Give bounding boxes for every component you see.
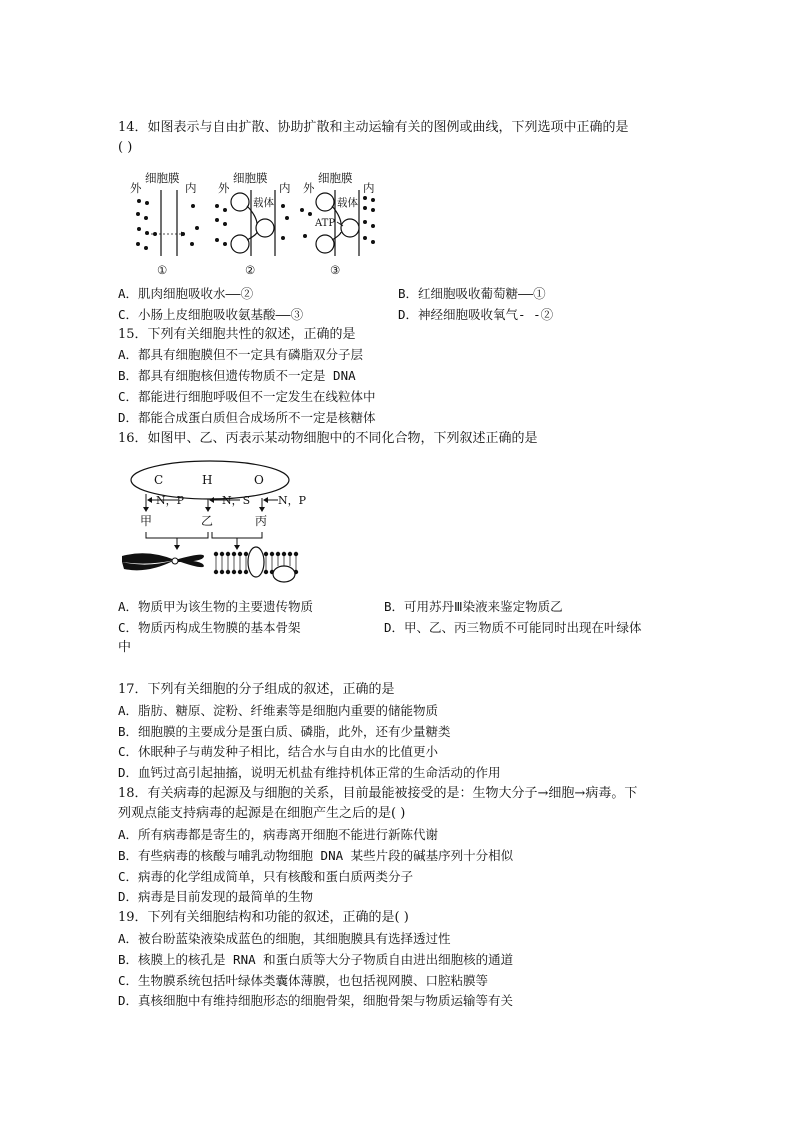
q16-label-bing: 丙 xyxy=(255,514,268,528)
q14-fig2-molecules xyxy=(215,204,289,246)
q14-fig2-number: ② xyxy=(245,263,256,277)
q15-option-c[interactable]: C．都能进行细胞呼吸但不一定发生在线粒体中 xyxy=(118,389,376,404)
q14-fig1-molecules xyxy=(136,199,199,250)
q16-option-d[interactable]: D．甲、乙、丙三物质不可能同时出现在叶绿体 xyxy=(384,620,642,635)
q14-fig2-membrane-label: 细胞膜 xyxy=(233,171,268,185)
q14-option-a[interactable]: A．肌肉细胞吸收水——② xyxy=(118,286,254,301)
q14-fig1-inside-label: 内 xyxy=(185,181,197,195)
q18-option-a[interactable]: A．所有病毒都是寄生的，病毒离开细胞不能进行新陈代谢 xyxy=(118,827,439,842)
q14-fig3-outside-label: 外 xyxy=(303,181,315,195)
q16-element-o: O xyxy=(254,473,264,487)
q16-label-yi: 乙 xyxy=(201,514,214,528)
q16-chromosome-icon xyxy=(122,553,204,570)
q14-fig1-outside-label: 外 xyxy=(130,181,142,195)
q14-fig2-inside-label: 内 xyxy=(279,181,291,195)
q17-option-a[interactable]: A．脂肪、糖原、淀粉、纤维素等是细胞内重要的储能物质 xyxy=(118,703,439,718)
q18-option-c[interactable]: C．病毒的化学组成简单，只有核酸和蛋白质两类分子 xyxy=(118,869,414,884)
q15-stem: 15．下列有关细胞共性的叙述，正确的是 xyxy=(118,327,356,342)
q19-option-d[interactable]: D．真核细胞中有维持细胞形态的细胞骨架，细胞骨架与物质运输等有关 xyxy=(118,993,514,1008)
q16-option-b[interactable]: B．可用苏丹Ⅲ染液来鉴定物质乙 xyxy=(384,599,563,614)
q16-label-np-1: N，P xyxy=(156,494,185,507)
q14-fig3-number: ③ xyxy=(330,263,341,277)
q17-option-c[interactable]: C．休眠种子与萌发种子相比，结合水与自由水的比值更小 xyxy=(118,744,439,759)
q16-element-c: C xyxy=(154,473,164,487)
q16-element-h: H xyxy=(202,473,213,487)
q14-fig1-number: ① xyxy=(157,263,168,277)
q14-fig2-outside-label: 外 xyxy=(218,181,230,195)
q15-option-a[interactable]: A．都具有细胞膜但不一定具有磷脂双分子层 xyxy=(118,347,364,362)
q14-stem-line1: 14．如图表示与自由扩散、协助扩散和主动运输有关的图例或曲线，下列选项中正确的是 xyxy=(118,120,629,135)
q14-option-b[interactable]: B．红细胞吸收葡萄糖——① xyxy=(398,286,546,301)
q14-option-d[interactable]: D．神经细胞吸收氧气- -② xyxy=(398,307,554,322)
q16-option-a[interactable]: A．物质甲为该生物的主要遗传物质 xyxy=(118,599,314,614)
q18-option-d[interactable]: D．病毒是目前发现的最简单的生物 xyxy=(118,889,314,904)
q14-fig3-carrier-label: 载体 xyxy=(337,197,358,209)
q16-compound-figure xyxy=(118,456,318,586)
q17-option-d[interactable]: D．血钙过高引起抽搐，说明无机盐有维持机体正常的生命活动的作用 xyxy=(118,765,501,780)
q16-option-c[interactable]: C．物质丙构成生物膜的基本骨架 xyxy=(118,620,301,635)
q14-fig1-membrane-label: 细胞膜 xyxy=(145,171,180,185)
q14-transport-figure xyxy=(125,166,395,280)
q16-label-jia: 甲 xyxy=(140,514,153,528)
q14-option-c[interactable]: C．小肠上皮细胞吸收氨基酸——③ xyxy=(118,307,304,322)
q14-fig2-carrier-label: 载体 xyxy=(253,197,274,209)
q17-stem: 17．下列有关细胞的分子组成的叙述，正确的是 xyxy=(118,682,395,697)
q14-fig3-membrane-label: 细胞膜 xyxy=(318,171,353,185)
q14-fig3-inside-label: 内 xyxy=(363,181,375,195)
q16-membrane-icon xyxy=(214,547,298,582)
q18-option-b[interactable]: B．有些病毒的核酸与哺乳动物细胞 DNA 某些片段的碱基序列十分相似 xyxy=(118,848,514,863)
q15-option-b[interactable]: B．都具有细胞核但遗传物质不一定是 DNA xyxy=(118,368,356,383)
q19-option-c[interactable]: C．生物膜系统包括叶绿体类囊体薄膜，也包括视网膜、口腔粘膜等 xyxy=(118,973,489,988)
q19-stem: 19．下列有关细胞结构和功能的叙述，正确的是( ) xyxy=(118,910,409,925)
q16-stem: 16．如图甲、乙、丙表示某动物细胞中的不同化合物，下列叙述正确的是 xyxy=(118,431,538,446)
q15-option-d[interactable]: D．都能合成蛋白质但合成场所不一定是核糖体 xyxy=(118,410,376,425)
q19-option-a[interactable]: A．被台盼蓝染液染成蓝色的细胞，其细胞膜具有选择透过性 xyxy=(118,931,451,946)
q16-label-np-2: N，P xyxy=(278,494,307,507)
q16-option-d-continued: 中 xyxy=(118,640,132,655)
q17-option-b[interactable]: B．细胞膜的主要成分是蛋白质、磷脂，此外，还有少量糖类 xyxy=(118,724,451,739)
q16-label-ns: N，S xyxy=(222,494,251,507)
q19-option-b[interactable]: B．核膜上的核孔是 RNA 和蛋白质等大分子物质自由进出细胞核的通道 xyxy=(118,952,514,967)
q14-fig3-atp-label: ATP xyxy=(315,218,336,229)
q14-stem-line2: ( ) xyxy=(118,140,133,155)
q18-stem-line1: 18．有关病毒的起源及与细胞的关系，目前最能被接受的是：生物大分子→细胞→病毒。下 xyxy=(118,786,638,801)
q18-stem-line2: 列观点能支持病毒的起源是在细胞产生之后的是( ) xyxy=(118,806,406,821)
